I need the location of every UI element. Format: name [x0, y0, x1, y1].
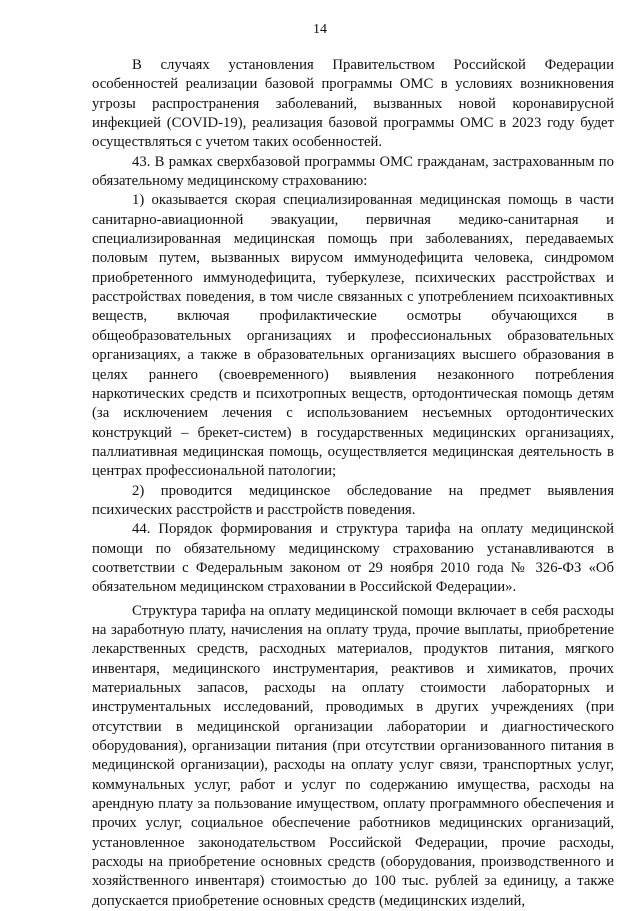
paragraph-omc-covid: В случаях установления Правительством Российской Федерации особенностей реализации базовой программы ОМС в условиях возникновения угрозы распространения заболеваний, вызванных новой коронавирусной инфекцией (COVID-19), реализация базовой программы ОМС в 2023 году будет осуществляться с учетом таких особенностей. [92, 57, 614, 151]
paragraph-43-item-2: 2) проводится медицинское обследование на предмет выявления психических расстройств и расстройств поведения. [92, 482, 614, 518]
paragraph-tariff-structure: Структура тарифа на оплату медицинской помощи включает в себя расходы на заработную плату, начисления на оплату труда, прочие выплаты, приобретение лекарственных средств, расходных материалов, продуктов питания, мягкого инвентаря, медицинского инструментария, реактивов и химикатов, прочих материальных запасов, расходы на оплату стоимости лабораторных и инструментальных исследований, проводимых в других учреждениях (при отсутствии в медицинской организации лаборатории и диагностического оборудования), организации питания (при отсутствии организованного питания в медицинской организации), расходы на оплату услуг связи, транспортных услуг, коммунальных услуг, работ и услуг по содержанию имущества, расходы на арендную плату за пользование имуществом, оплату программного обеспечения и прочих услуг, социальное обеспечение работников медицинских организаций, установленное законодательством Российской Федерации, прочие расходы, расходы на приобретение основных средств (оборудования, производственного и хозяйственного инвентаря) стоимостью до 100 тыс. рублей за единицу, а также допускается приобретение основных средств (медицинских изделий, [92, 602, 614, 909]
paragraph-44: 44. Порядок формирования и структура тарифа на оплату медицинской помощи по обязательному медицинскому страхованию устанавливаются в соответствии с Федеральным законом от 29 ноября 2010 года № 326-ФЗ «Об обязательном медицинском страховании в Российской Федерации». [92, 521, 614, 596]
document-body [92, 56, 614, 911]
paragraph-43-intro: 43. В рамках сверхбазовой программы ОМС гражданам, застрахованным по обязательному медицинскому страхованию: [92, 153, 614, 190]
paragraph-43-item-1: 1) оказывается скорая специализированная медицинская помощь в части санитарно-авиационной эвакуации, первичная медико-санитарная и специализированная медицинская помощь при заболеваниях, передаваемых половым путем, вызванных вирусом иммунодефицита человека, синдромом приобретенного иммунодефицита, туберкулезе, психических расстройствах и расстройствах поведения, в том числе связанных с употреблением психоактивных веществ, включая профилактические осмотры обучающихся в общеобразовательных организациях и профессиональных образовательных организациях, а также в образовательных организациях высшего образования в целях раннего (своевременного) выявления незаконного потребления наркотических средств и психотропных веществ, ортодонтическая помощь детям (за исключением лечения с использованием несъемных ортодонтических конструкций – брекет-систем) в государственных медицинских организациях, паллиативная медицинская помощь, осуществляется медицинская деятельность в центрах профессиональной патологии; [92, 192, 614, 480]
page-number: 14 [313, 22, 327, 37]
